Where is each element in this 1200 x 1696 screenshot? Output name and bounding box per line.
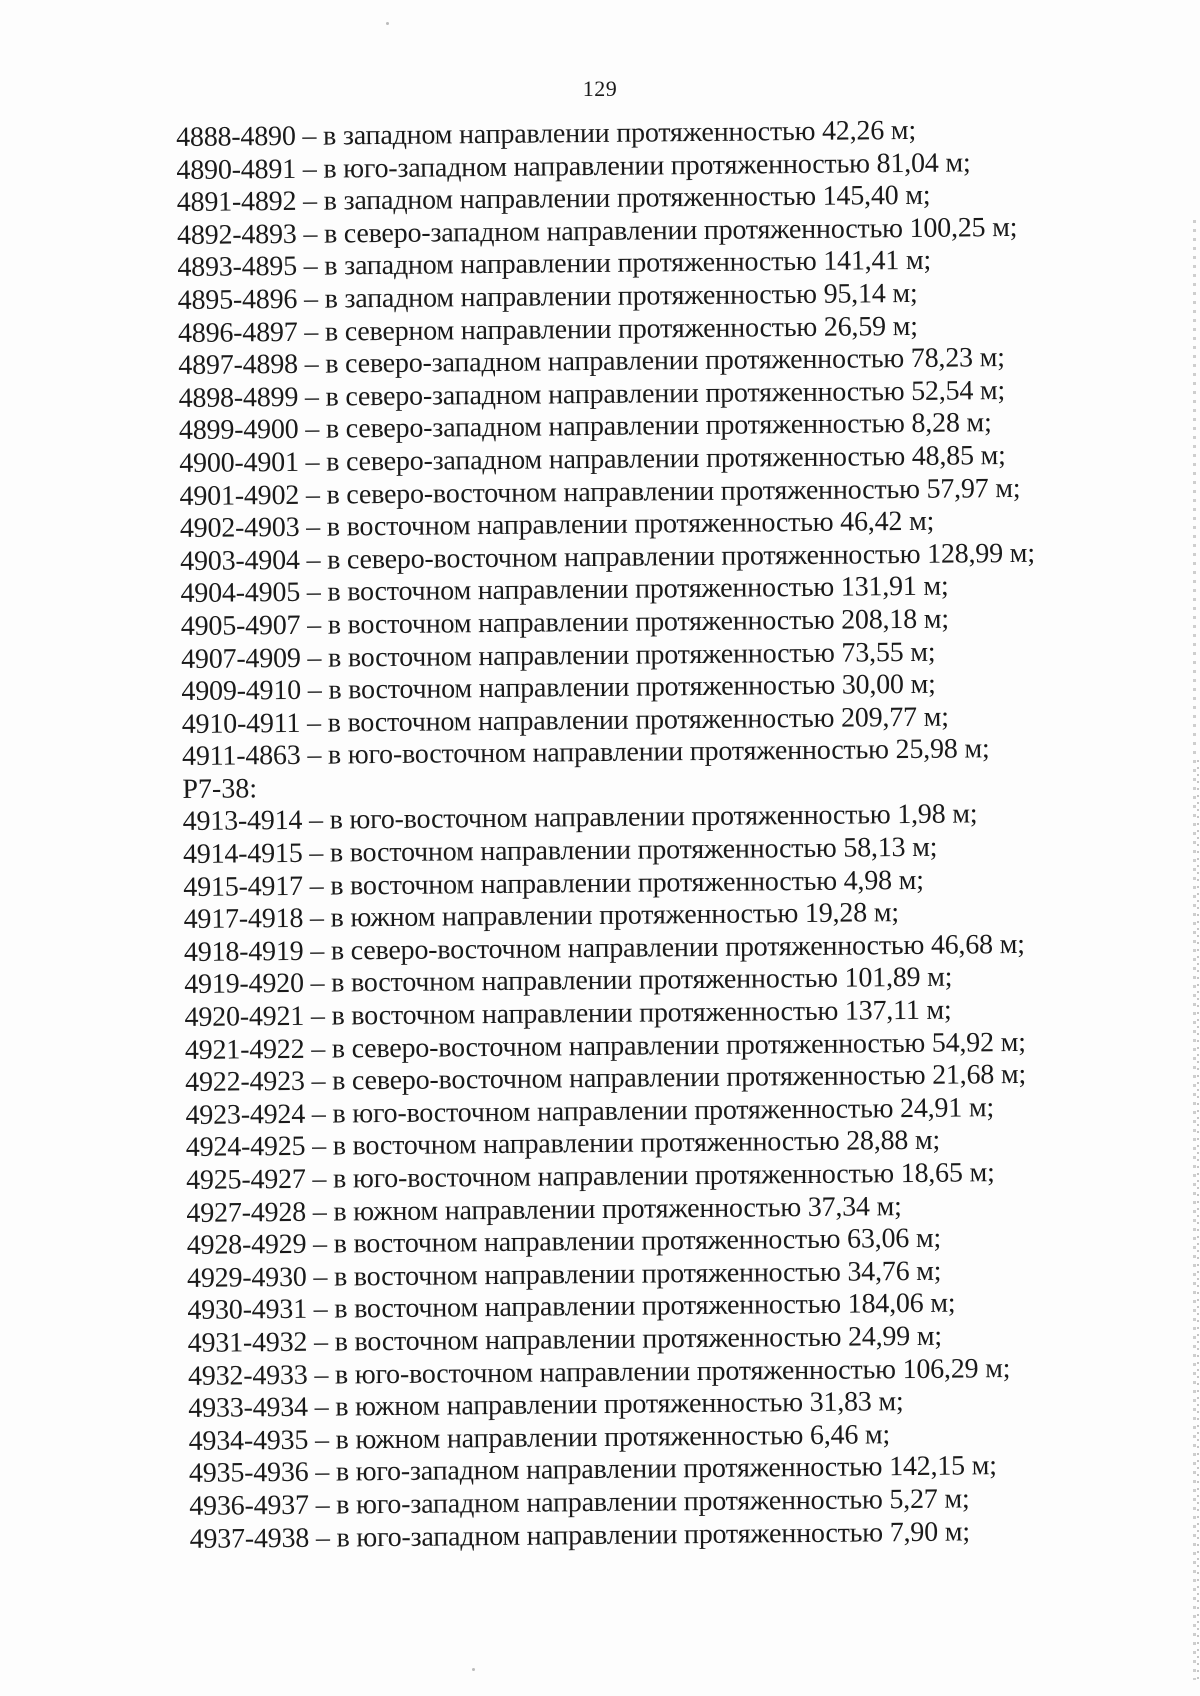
segment-line: 4905-4907 – в восточном направлении протяженностью 208,18 м; [180, 603, 950, 642]
scan-edge-artifact [1193, 220, 1196, 1680]
segment-line: 4930-4931 – в восточном направлении протяженностью 184,06 м; [187, 1287, 956, 1327]
segment-line: 4910-4911 – в восточном направлении протяженностью 209,77 м; [181, 701, 949, 740]
segment-line: 4899-4900 – в северо-западном направлении протяженностью 8,28 м; [178, 407, 992, 447]
segment-line: 4888-4890 – в западном направлении протяженностью 42,26 м; [176, 114, 917, 153]
segment-line: 4893-4895 – в западном направлении протяженностью 141,41 м; [177, 245, 932, 284]
segment-line: 4897-4898 – в северо-западном направлении протяженностью 78,23 м; [178, 342, 1005, 382]
segment-line: 4921-4922 – в северо-восточном направлении протяженностью 54,92 м; [184, 1026, 1026, 1066]
segment-line: 4929-4930 – в восточном направлении протяженностью 34,76 м; [186, 1255, 942, 1294]
section-label: Р7-38: [182, 773, 258, 805]
segment-line: 4909-4910 – в восточном направлении протяженностью 30,00 м; [181, 668, 936, 708]
segment-line: 4933-4934 – в южном направлении протяженностью 31,83 м; [188, 1386, 904, 1425]
segment-line: 4913-4914 – в юго-восточном направлении протяженностью 1,98 м; [182, 798, 978, 838]
segment-line: 4923-4924 – в юго-восточном направлении протяженностью 24,91 м; [185, 1092, 995, 1131]
scan-edge-artifact [1197, 760, 1199, 1680]
segment-line: 4922-4923 – в северо-восточном направлении протяженностью 21,68 м; [185, 1059, 1027, 1099]
segment-line: 4931-4932 – в восточном направлении протяженностью 24,99 м; [187, 1320, 943, 1359]
segment-line: 4932-4933 – в юго-восточном направлении протяженностью 106,29 м; [187, 1352, 1011, 1392]
segment-line: 4935-4936 – в юго-западном направлении протяженностью 142,15 м; [188, 1450, 997, 1490]
segment-line: 4917-4918 – в южном направлении протяженностью 19,28 м; [183, 897, 900, 936]
segment-line: 4898-4899 – в северо-западном направлении протяженностью 52,54 м; [178, 374, 1006, 414]
segment-line: 4919-4920 – в восточном направлении протяженностью 101,89 м; [184, 962, 953, 1001]
segment-line: 4907-4909 – в восточном направлении протяженностью 73,55 м; [181, 636, 936, 675]
segment-line: 4924-4925 – в восточном направлении протяженностью 28,88 м; [185, 1125, 941, 1164]
segment-line: 4902-4903 – в восточном направлении протяженностью 46,42 м; [179, 505, 935, 545]
segment-line: 4900-4901 – в северо-западном направлении протяженностью 48,85 м; [179, 439, 1006, 479]
segment-line: 4936-4937 – в юго-западном направлении протяженностью 5,27 м; [189, 1483, 970, 1522]
segment-line: 4911-4863 – в юго-восточном направлении протяженностью 25,98 м; [181, 733, 990, 773]
segment-line: 4920-4921 – в восточном направлении протяженностью 137,11 м; [184, 994, 952, 1033]
segment-line: 4903-4904 – в северо-восточном направлении протяженностью 128,99 м; [180, 537, 1035, 577]
page-number: 129 [582, 76, 618, 101]
scan-speck [386, 22, 389, 25]
segment-line: 4925-4927 – в юго-восточном направлении протяженностью 18,65 м; [186, 1157, 995, 1196]
segment-line: 4901-4902 – в северо-восточном направлении протяженностью 57,97 м; [179, 472, 1021, 512]
boundary-segment-list [176, 113, 1110, 1556]
segment-line: 4934-4935 – в южном направлении протяженностью 6,46 м; [188, 1418, 891, 1457]
segment-line: 4896-4897 – в северном направлении протяженностью 26,59 м; [177, 310, 918, 349]
segment-line: 4937-4938 – в юго-западном направлении протяженностью 7,90 м; [189, 1515, 970, 1555]
segment-line: 4891-4892 – в западном направлении протяженностью 145,40 м; [176, 179, 931, 219]
segment-line: 4914-4915 – в восточном направлении протяженностью 58,13 м; [182, 831, 938, 871]
segment-line: 4927-4928 – в южном направлении протяженностью 37,34 м; [186, 1190, 902, 1229]
segment-line: 4890-4891 – в юго-западном направлении протяженностью 81,04 м; [176, 146, 971, 186]
segment-line: 4904-4905 – в восточном направлении протяженностью 131,91 м; [180, 570, 949, 610]
segment-line: 4895-4896 – в западном направлении протяженностью 95,14 м; [177, 277, 918, 316]
segment-line: 4918-4919 – в северо-восточном направлении протяженностью 46,68 м; [183, 928, 1025, 968]
scan-speck [472, 1668, 475, 1671]
segment-line: 4915-4917 – в восточном направлении протяженностью 4,98 м; [183, 864, 924, 903]
segment-line: 4928-4929 – в восточном направлении протяженностью 63,06 м; [186, 1222, 942, 1262]
segment-line: 4892-4893 – в северо-западном направлении протяженностью 100,25 м; [176, 211, 1018, 251]
